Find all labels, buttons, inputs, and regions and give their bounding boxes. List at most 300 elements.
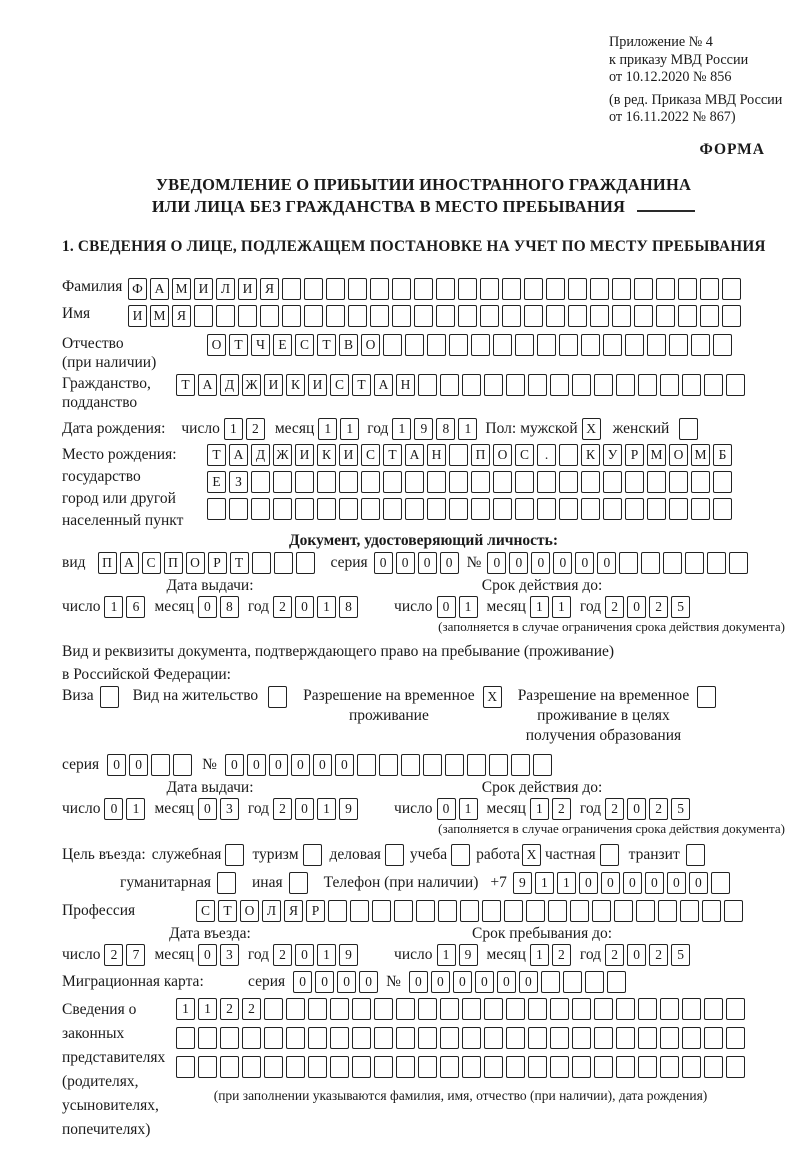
char-box[interactable]	[385, 844, 404, 866]
char-box[interactable]: 2	[242, 998, 261, 1020]
char-box[interactable]: 9	[414, 418, 433, 440]
char-box[interactable]: 1	[126, 798, 145, 820]
char-box[interactable]: .	[537, 444, 556, 466]
char-box[interactable]: 0	[579, 872, 598, 894]
char-box[interactable]: 2	[649, 798, 668, 820]
char-box[interactable]	[357, 754, 376, 776]
char-box[interactable]: 0	[531, 552, 550, 574]
char-box[interactable]	[678, 278, 697, 300]
char-box[interactable]	[680, 900, 699, 922]
char-box[interactable]	[726, 1027, 745, 1049]
char-box[interactable]	[449, 444, 468, 466]
char-box[interactable]: 3	[220, 798, 239, 820]
char-box[interactable]	[194, 305, 213, 327]
char-box[interactable]	[726, 374, 745, 396]
char-box[interactable]: 1	[318, 418, 337, 440]
char-box[interactable]: Т	[229, 334, 248, 356]
char-box[interactable]	[726, 998, 745, 1020]
char-box[interactable]	[286, 998, 305, 1020]
char-box[interactable]	[484, 1027, 503, 1049]
char-box[interactable]	[713, 498, 732, 520]
char-box[interactable]: 9	[459, 944, 478, 966]
char-box[interactable]: З	[229, 471, 248, 493]
char-box[interactable]: А	[198, 374, 217, 396]
char-box[interactable]	[462, 998, 481, 1020]
char-box[interactable]: 0	[575, 552, 594, 574]
char-box[interactable]: С	[142, 552, 161, 574]
char-box[interactable]	[440, 998, 459, 1020]
char-box[interactable]	[480, 305, 499, 327]
char-box[interactable]	[726, 1056, 745, 1078]
char-box[interactable]: 8	[339, 596, 358, 618]
char-box[interactable]: 0	[293, 971, 312, 993]
char-box[interactable]	[722, 278, 741, 300]
char-box[interactable]: И	[339, 444, 358, 466]
char-box[interactable]	[489, 754, 508, 776]
char-box[interactable]: Р	[208, 552, 227, 574]
char-box[interactable]	[572, 1027, 591, 1049]
char-box[interactable]	[361, 471, 380, 493]
char-box[interactable]	[656, 278, 675, 300]
char-box[interactable]	[707, 552, 726, 574]
char-box[interactable]: С	[330, 374, 349, 396]
char-box[interactable]	[563, 971, 582, 993]
char-box[interactable]: 0	[315, 971, 334, 993]
char-box[interactable]: 2	[605, 798, 624, 820]
char-box[interactable]	[264, 1056, 283, 1078]
char-box[interactable]	[484, 1056, 503, 1078]
char-box[interactable]	[352, 1056, 371, 1078]
char-box[interactable]	[559, 444, 578, 466]
char-box[interactable]	[619, 552, 638, 574]
char-box[interactable]: 0	[437, 596, 456, 618]
char-box[interactable]: 1	[552, 596, 571, 618]
char-box[interactable]	[559, 498, 578, 520]
char-box[interactable]: 1	[176, 998, 195, 1020]
char-box[interactable]	[682, 998, 701, 1020]
char-box[interactable]	[713, 471, 732, 493]
char-box[interactable]	[704, 1027, 723, 1049]
char-box[interactable]: 0	[337, 971, 356, 993]
char-box[interactable]	[638, 1056, 657, 1078]
char-box[interactable]	[348, 278, 367, 300]
char-box[interactable]	[379, 754, 398, 776]
char-box[interactable]: Р	[625, 444, 644, 466]
char-box[interactable]: 0	[396, 552, 415, 574]
char-box[interactable]	[568, 278, 587, 300]
char-box[interactable]	[352, 998, 371, 1020]
char-box[interactable]	[286, 1027, 305, 1049]
char-box[interactable]: 8	[220, 596, 239, 618]
char-box[interactable]: Н	[396, 374, 415, 396]
char-box[interactable]	[396, 998, 415, 1020]
char-box[interactable]: Н	[427, 444, 446, 466]
char-box[interactable]	[594, 998, 613, 1020]
char-box[interactable]	[252, 552, 271, 574]
char-box[interactable]	[581, 334, 600, 356]
char-box[interactable]	[603, 498, 622, 520]
char-box[interactable]	[502, 278, 521, 300]
char-box[interactable]	[173, 754, 192, 776]
char-box[interactable]	[330, 1056, 349, 1078]
char-box[interactable]	[405, 471, 424, 493]
char-box[interactable]: 1	[198, 998, 217, 1020]
char-box[interactable]	[460, 900, 479, 922]
char-box[interactable]	[438, 900, 457, 922]
char-box[interactable]	[396, 1027, 415, 1049]
char-box[interactable]: 1	[437, 944, 456, 966]
char-box[interactable]	[383, 334, 402, 356]
char-box[interactable]: 0	[601, 872, 620, 894]
char-box[interactable]: Я	[284, 900, 303, 922]
char-box[interactable]: 2	[649, 944, 668, 966]
char-box[interactable]: А	[229, 444, 248, 466]
char-box[interactable]	[585, 971, 604, 993]
char-box[interactable]	[691, 471, 710, 493]
char-box[interactable]: 2	[552, 798, 571, 820]
char-box[interactable]	[427, 471, 446, 493]
char-box[interactable]: X	[582, 418, 601, 440]
char-box[interactable]	[317, 498, 336, 520]
char-box[interactable]: 5	[671, 596, 690, 618]
char-box[interactable]	[559, 334, 578, 356]
char-box[interactable]	[546, 305, 565, 327]
char-box[interactable]: М	[647, 444, 666, 466]
char-box[interactable]: О	[186, 552, 205, 574]
char-box[interactable]	[418, 1056, 437, 1078]
char-box[interactable]	[392, 305, 411, 327]
char-box[interactable]	[471, 498, 490, 520]
char-box[interactable]	[526, 900, 545, 922]
char-box[interactable]: 0	[509, 552, 528, 574]
char-box[interactable]	[614, 900, 633, 922]
char-box[interactable]	[493, 471, 512, 493]
char-box[interactable]	[700, 305, 719, 327]
char-box[interactable]	[151, 754, 170, 776]
char-box[interactable]	[482, 900, 501, 922]
char-box[interactable]: 0	[107, 754, 126, 776]
char-box[interactable]: 2	[605, 944, 624, 966]
char-box[interactable]	[713, 334, 732, 356]
char-box[interactable]	[678, 305, 697, 327]
char-box[interactable]	[328, 900, 347, 922]
char-box[interactable]: С	[295, 334, 314, 356]
char-box[interactable]: 0	[295, 798, 314, 820]
char-box[interactable]	[418, 998, 437, 1020]
char-box[interactable]: Я	[260, 278, 279, 300]
char-box[interactable]	[691, 334, 710, 356]
char-box[interactable]	[416, 900, 435, 922]
char-box[interactable]	[260, 305, 279, 327]
char-box[interactable]: Б	[713, 444, 732, 466]
char-box[interactable]: 2	[649, 596, 668, 618]
char-box[interactable]	[528, 374, 547, 396]
char-box[interactable]	[603, 471, 622, 493]
char-box[interactable]: М	[172, 278, 191, 300]
char-box[interactable]: 1	[317, 798, 336, 820]
char-box[interactable]	[660, 1056, 679, 1078]
char-box[interactable]: 0	[497, 971, 516, 993]
char-box[interactable]: 0	[627, 798, 646, 820]
char-box[interactable]	[504, 900, 523, 922]
char-box[interactable]: 6	[126, 596, 145, 618]
char-box[interactable]	[660, 374, 679, 396]
char-box[interactable]	[704, 998, 723, 1020]
char-box[interactable]	[220, 1027, 239, 1049]
char-box[interactable]	[405, 334, 424, 356]
char-box[interactable]: 2	[552, 944, 571, 966]
char-box[interactable]	[198, 1056, 217, 1078]
char-box[interactable]	[295, 471, 314, 493]
char-box[interactable]	[330, 998, 349, 1020]
char-box[interactable]: 2	[104, 944, 123, 966]
char-box[interactable]	[533, 754, 552, 776]
char-box[interactable]	[383, 471, 402, 493]
char-box[interactable]	[418, 374, 437, 396]
char-box[interactable]	[176, 1056, 195, 1078]
char-box[interactable]	[445, 754, 464, 776]
char-box[interactable]	[274, 552, 293, 574]
char-box[interactable]	[594, 1027, 613, 1049]
char-box[interactable]	[506, 1027, 525, 1049]
char-box[interactable]	[401, 754, 420, 776]
char-box[interactable]: 1	[530, 798, 549, 820]
char-box[interactable]	[207, 498, 226, 520]
char-box[interactable]: 1	[340, 418, 359, 440]
char-box[interactable]	[220, 1056, 239, 1078]
char-box[interactable]	[590, 305, 609, 327]
char-box[interactable]	[524, 305, 543, 327]
char-box[interactable]	[449, 498, 468, 520]
char-box[interactable]: Т	[317, 334, 336, 356]
char-box[interactable]: 1	[535, 872, 554, 894]
char-box[interactable]	[729, 552, 748, 574]
char-box[interactable]	[711, 872, 730, 894]
char-box[interactable]: 0	[597, 552, 616, 574]
char-box[interactable]	[515, 471, 534, 493]
char-box[interactable]	[304, 305, 323, 327]
char-box[interactable]	[724, 900, 743, 922]
char-box[interactable]: М	[691, 444, 710, 466]
char-box[interactable]	[700, 278, 719, 300]
char-box[interactable]	[370, 305, 389, 327]
char-box[interactable]: И	[308, 374, 327, 396]
char-box[interactable]	[225, 844, 244, 866]
char-box[interactable]	[524, 278, 543, 300]
char-box[interactable]	[449, 334, 468, 356]
char-box[interactable]	[594, 1056, 613, 1078]
char-box[interactable]	[550, 374, 569, 396]
char-box[interactable]	[590, 278, 609, 300]
char-box[interactable]: Т	[230, 552, 249, 574]
char-box[interactable]: Ф	[128, 278, 147, 300]
char-box[interactable]: X	[522, 844, 541, 866]
char-box[interactable]: М	[150, 305, 169, 327]
char-box[interactable]	[282, 278, 301, 300]
char-box[interactable]	[451, 844, 470, 866]
char-box[interactable]	[217, 872, 236, 894]
char-box[interactable]	[440, 374, 459, 396]
char-box[interactable]: Т	[352, 374, 371, 396]
char-box[interactable]	[370, 278, 389, 300]
char-box[interactable]	[303, 844, 322, 866]
char-box[interactable]	[548, 900, 567, 922]
char-box[interactable]: Л	[216, 278, 235, 300]
char-box[interactable]	[647, 334, 666, 356]
char-box[interactable]	[264, 1027, 283, 1049]
char-box[interactable]: И	[264, 374, 283, 396]
char-box[interactable]: 0	[487, 552, 506, 574]
char-box[interactable]	[242, 1056, 261, 1078]
char-box[interactable]: 0	[409, 971, 428, 993]
char-box[interactable]	[616, 374, 635, 396]
char-box[interactable]	[537, 471, 556, 493]
char-box[interactable]	[405, 498, 424, 520]
char-box[interactable]: О	[669, 444, 688, 466]
char-box[interactable]: Ж	[242, 374, 261, 396]
char-box[interactable]: 0	[313, 754, 332, 776]
char-box[interactable]	[462, 1027, 481, 1049]
char-box[interactable]: 1	[459, 596, 478, 618]
char-box[interactable]: 9	[339, 798, 358, 820]
char-box[interactable]	[634, 278, 653, 300]
char-box[interactable]	[418, 1027, 437, 1049]
char-box[interactable]	[348, 305, 367, 327]
char-box[interactable]	[264, 998, 283, 1020]
char-box[interactable]	[493, 334, 512, 356]
char-box[interactable]	[216, 305, 235, 327]
char-box[interactable]: 0	[645, 872, 664, 894]
char-box[interactable]	[616, 998, 635, 1020]
char-box[interactable]: 2	[273, 596, 292, 618]
char-box[interactable]	[317, 471, 336, 493]
char-box[interactable]	[414, 278, 433, 300]
char-box[interactable]: 0	[198, 596, 217, 618]
char-box[interactable]: 2	[220, 998, 239, 1020]
char-box[interactable]	[515, 498, 534, 520]
char-box[interactable]	[251, 471, 270, 493]
char-box[interactable]: 0	[359, 971, 378, 993]
char-box[interactable]: 0	[623, 872, 642, 894]
char-box[interactable]	[704, 1056, 723, 1078]
char-box[interactable]: 7	[126, 944, 145, 966]
char-box[interactable]	[506, 374, 525, 396]
char-box[interactable]: 2	[273, 944, 292, 966]
char-box[interactable]	[581, 471, 600, 493]
char-box[interactable]	[669, 471, 688, 493]
char-box[interactable]	[616, 1027, 635, 1049]
char-box[interactable]: 0	[295, 596, 314, 618]
char-box[interactable]	[229, 498, 248, 520]
char-box[interactable]: К	[286, 374, 305, 396]
char-box[interactable]	[559, 471, 578, 493]
char-box[interactable]: И	[238, 278, 257, 300]
char-box[interactable]	[704, 374, 723, 396]
char-box[interactable]	[251, 498, 270, 520]
char-box[interactable]: 0	[198, 944, 217, 966]
char-box[interactable]	[440, 1056, 459, 1078]
char-box[interactable]: О	[361, 334, 380, 356]
char-box[interactable]	[625, 334, 644, 356]
char-box[interactable]: А	[374, 374, 393, 396]
char-box[interactable]	[326, 278, 345, 300]
char-box[interactable]: 9	[339, 944, 358, 966]
char-box[interactable]: 1	[224, 418, 243, 440]
char-box[interactable]: О	[493, 444, 512, 466]
char-box[interactable]	[686, 844, 705, 866]
char-box[interactable]	[326, 305, 345, 327]
char-box[interactable]: С	[361, 444, 380, 466]
char-box[interactable]	[308, 1027, 327, 1049]
char-box[interactable]	[663, 552, 682, 574]
char-box[interactable]	[414, 305, 433, 327]
char-box[interactable]: П	[164, 552, 183, 574]
char-box[interactable]	[697, 686, 716, 708]
char-box[interactable]	[296, 552, 315, 574]
char-box[interactable]: Е	[207, 471, 226, 493]
char-box[interactable]: 0	[519, 971, 538, 993]
char-box[interactable]	[638, 1027, 657, 1049]
char-box[interactable]	[625, 471, 644, 493]
char-box[interactable]	[286, 1056, 305, 1078]
char-box[interactable]: 0	[440, 552, 459, 574]
char-box[interactable]	[616, 1056, 635, 1078]
char-box[interactable]	[568, 305, 587, 327]
char-box[interactable]	[423, 754, 442, 776]
char-box[interactable]	[436, 305, 455, 327]
char-box[interactable]: 0	[335, 754, 354, 776]
char-box[interactable]: 0	[225, 754, 244, 776]
char-box[interactable]: К	[317, 444, 336, 466]
char-box[interactable]	[634, 305, 653, 327]
char-box[interactable]: С	[196, 900, 215, 922]
char-box[interactable]	[636, 900, 655, 922]
char-box[interactable]	[702, 900, 721, 922]
char-box[interactable]: А	[150, 278, 169, 300]
char-box[interactable]	[484, 998, 503, 1020]
char-box[interactable]: 5	[671, 798, 690, 820]
char-box[interactable]	[295, 498, 314, 520]
char-box[interactable]	[550, 1027, 569, 1049]
char-box[interactable]: 2	[246, 418, 265, 440]
char-box[interactable]	[528, 998, 547, 1020]
char-box[interactable]	[372, 900, 391, 922]
char-box[interactable]	[282, 305, 301, 327]
char-box[interactable]: 3	[220, 944, 239, 966]
char-box[interactable]	[625, 498, 644, 520]
char-box[interactable]	[572, 998, 591, 1020]
char-box[interactable]: 9	[513, 872, 532, 894]
char-box[interactable]: 0	[627, 944, 646, 966]
char-box[interactable]: 1	[317, 944, 336, 966]
char-box[interactable]	[339, 471, 358, 493]
char-box[interactable]	[550, 1056, 569, 1078]
char-box[interactable]	[656, 305, 675, 327]
char-box[interactable]: П	[471, 444, 490, 466]
char-box[interactable]	[600, 844, 619, 866]
char-box[interactable]	[304, 278, 323, 300]
char-box[interactable]	[427, 334, 446, 356]
char-box[interactable]: Ч	[251, 334, 270, 356]
char-box[interactable]	[691, 498, 710, 520]
char-box[interactable]	[679, 418, 698, 440]
char-box[interactable]: С	[515, 444, 534, 466]
char-box[interactable]: Я	[172, 305, 191, 327]
char-box[interactable]: 1	[392, 418, 411, 440]
char-box[interactable]: 0	[475, 971, 494, 993]
char-box[interactable]	[669, 334, 688, 356]
char-box[interactable]: И	[194, 278, 213, 300]
